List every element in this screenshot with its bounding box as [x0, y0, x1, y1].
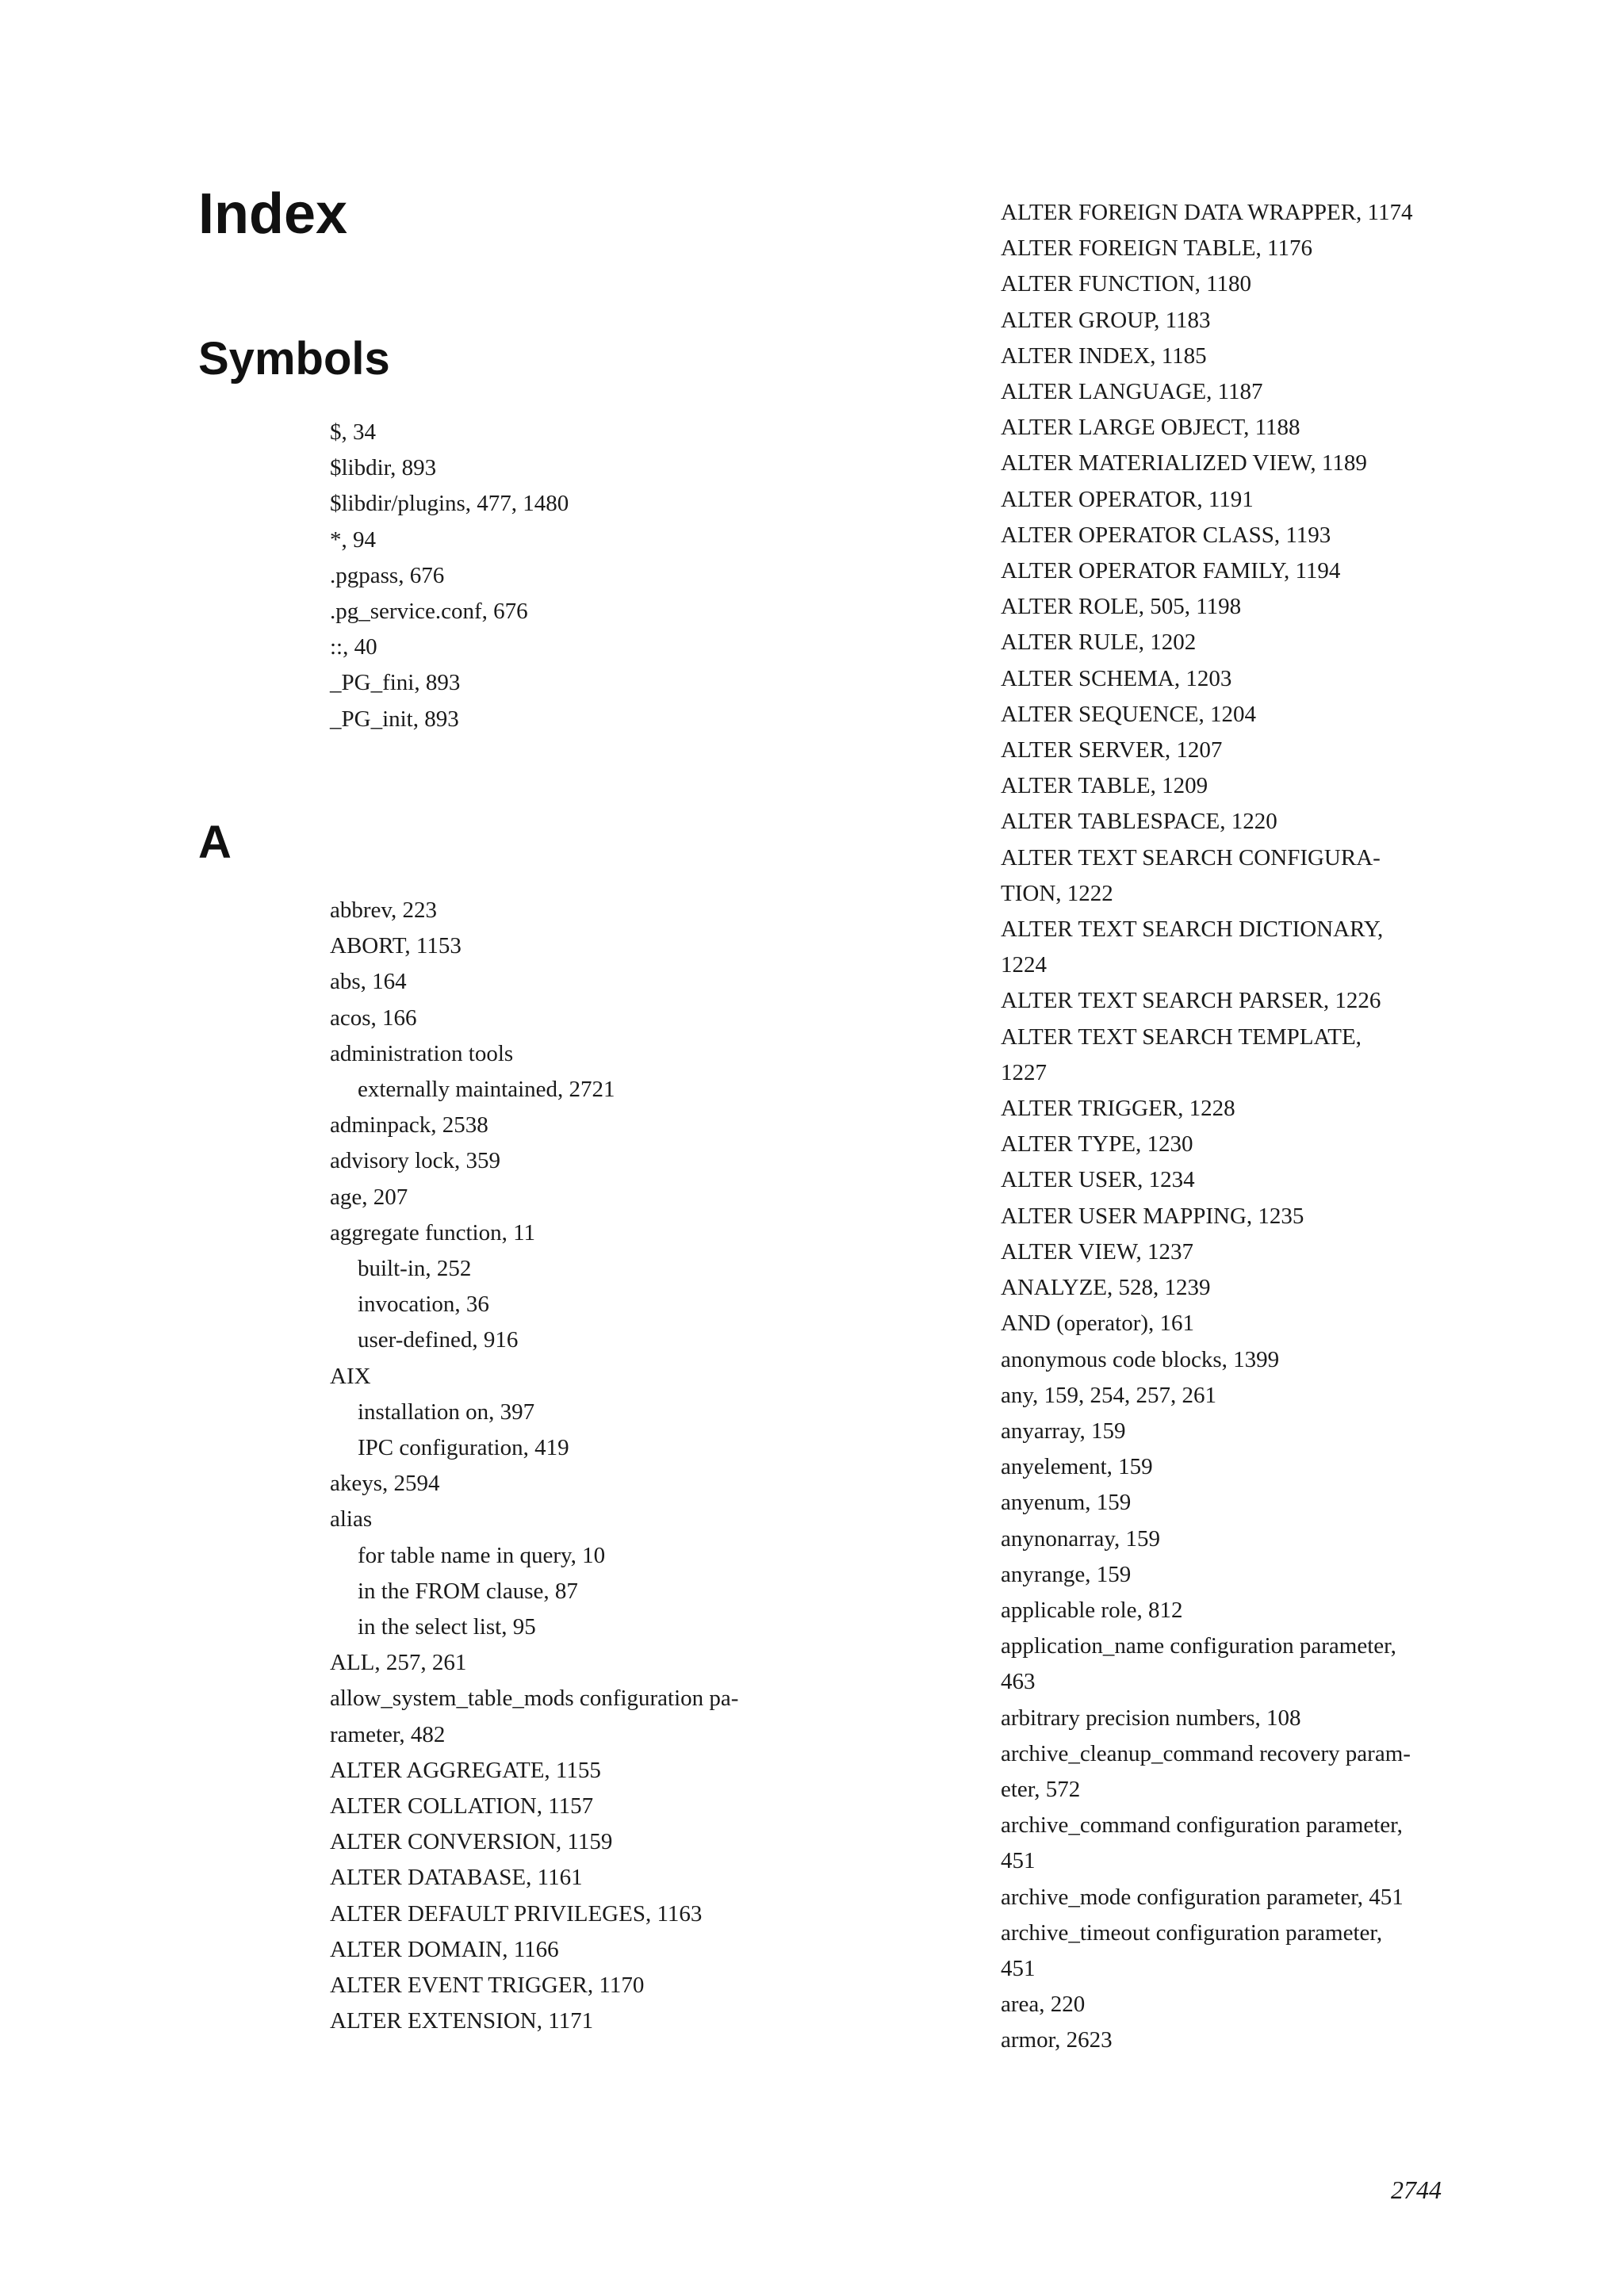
index-entry: ALTER COLLATION, 1157 [330, 1793, 594, 1820]
index-entry: acos, 166 [330, 1004, 417, 1031]
index-subentry: in the select list, 95 [358, 1614, 536, 1640]
index-entry: ALTER CONVERSION, 1159 [330, 1829, 613, 1855]
index-entry: arbitrary precision numbers, 108 [1001, 1705, 1301, 1731]
page-title: Index [198, 182, 348, 246]
index-entry: 1224 [1001, 952, 1047, 978]
index-entry: ALTER TEXT SEARCH DICTIONARY, [1001, 916, 1384, 943]
index-entry: ALTER TABLESPACE, 1220 [1001, 809, 1277, 835]
index-entry: eter, 572 [1001, 1776, 1081, 1802]
index-entry: ALTER FUNCTION, 1180 [1001, 271, 1252, 297]
index-subentry: built-in, 252 [358, 1256, 472, 1282]
index-entry: anyelement, 159 [1001, 1454, 1153, 1480]
right-column-entry-list [1001, 195, 1442, 2059]
index-entry: akeys, 2594 [330, 1471, 440, 1497]
index-subentry: user-defined, 916 [358, 1327, 519, 1353]
index-entry: $libdir/plugins, 477, 1480 [330, 491, 569, 517]
index-entry: ALTER OPERATOR, 1191 [1001, 486, 1254, 512]
index-entry: ALTER DOMAIN, 1166 [330, 1936, 559, 1962]
index-entry: age, 207 [330, 1184, 408, 1210]
symbols-entry-list [330, 415, 569, 737]
index-entry: ALTER GROUP, 1183 [1001, 307, 1211, 333]
index-entry: archive_cleanup_command recovery param- [1001, 1740, 1411, 1766]
page-number: 2744 [1391, 2175, 1442, 2204]
index-entry: ALTER MATERIALIZED VIEW, 1189 [1001, 450, 1367, 476]
index-entry: aggregate function, 11 [330, 1219, 536, 1246]
index-entry: area, 220 [1001, 1992, 1086, 2018]
index-entry: ALTER AGGREGATE, 1155 [330, 1757, 601, 1783]
index-entry: $libdir, 893 [330, 455, 437, 481]
index-entry: administration tools [330, 1040, 514, 1066]
index-entry: ABORT, 1153 [330, 933, 462, 959]
index-entry: application_name configuration parameter, [1001, 1633, 1396, 1659]
index-entry: rameter, 482 [330, 1721, 446, 1747]
index-entry: ALL, 257, 261 [330, 1650, 467, 1676]
index-entry: ALTER SERVER, 1207 [1001, 737, 1223, 763]
a-entry-list [330, 893, 738, 2040]
index-entry: ALTER SEQUENCE, 1204 [1001, 701, 1256, 727]
index-entry: _PG_fini, 893 [330, 670, 461, 696]
index-entry: anyrange, 159 [1001, 1561, 1132, 1587]
index-entry: ALTER OPERATOR CLASS, 1193 [1001, 522, 1331, 548]
index-entry: ALTER INDEX, 1185 [1001, 342, 1207, 369]
index-entry: ALTER TABLE, 1209 [1001, 773, 1208, 799]
index-entry: ALTER TRIGGER, 1228 [1001, 1096, 1235, 1122]
index-entry: archive_command configuration parameter, [1001, 1812, 1403, 1839]
index-entry: archive_mode configuration parameter, 451 [1001, 1884, 1404, 1910]
index-entry: anyarray, 159 [1001, 1418, 1126, 1444]
index-entry: ALTER DEFAULT PRIVILEGES, 1163 [330, 1900, 703, 1927]
index-entry: abbrev, 223 [330, 897, 438, 923]
index-entry: ALTER USER MAPPING, 1235 [1001, 1203, 1304, 1229]
index-entry: ALTER VIEW, 1237 [1001, 1238, 1194, 1265]
index-entry: *, 94 [330, 526, 376, 553]
index-entry: archive_timeout configuration parameter, [1001, 1919, 1383, 1946]
index-entry: abs, 164 [330, 969, 407, 995]
index-entry: anyenum, 159 [1001, 1490, 1132, 1516]
index-entry: TION, 1222 [1001, 880, 1113, 906]
index-entry: 463 [1001, 1669, 1036, 1695]
index-subentry: installation on, 397 [358, 1399, 535, 1425]
index-entry: adminpack, 2538 [330, 1112, 488, 1138]
index-subentry: invocation, 36 [358, 1292, 489, 1318]
index-entry: 1227 [1001, 1059, 1047, 1085]
index-entry: 451 [1001, 1848, 1036, 1874]
index-entry: any, 159, 254, 257, 261 [1001, 1382, 1216, 1408]
index-entry: 451 [1001, 1955, 1036, 1981]
index-entry: .pg_service.conf, 676 [330, 599, 528, 625]
index-entry: armor, 2623 [1001, 2027, 1113, 2053]
index-entry: ALTER LANGUAGE, 1187 [1001, 379, 1263, 405]
index-entry: ALTER FOREIGN DATA WRAPPER, 1174 [1001, 200, 1413, 225]
index-subentry: in the FROM clause, 87 [358, 1578, 578, 1604]
index-entry: applicable role, 812 [1001, 1597, 1183, 1623]
index-entry: ALTER LARGE OBJECT, 1188 [1001, 415, 1300, 441]
index-entry: $, 34 [330, 419, 376, 445]
index-entry: AND (operator), 161 [1001, 1311, 1195, 1337]
index-entry: ALTER SCHEMA, 1203 [1001, 665, 1232, 691]
section-heading-symbols: Symbols [198, 333, 390, 385]
index-entry: ALTER FOREIGN TABLE, 1176 [1001, 235, 1312, 262]
index-entry: ALTER DATABASE, 1161 [330, 1865, 583, 1891]
index-entry: ANALYZE, 528, 1239 [1001, 1275, 1211, 1301]
index-entry: ALTER EXTENSION, 1171 [330, 2008, 594, 2034]
index-subentry: IPC configuration, 419 [358, 1435, 569, 1461]
index-subentry: externally maintained, 2721 [358, 1077, 615, 1103]
index-entry: _PG_init, 893 [330, 706, 459, 732]
section-heading-a: A [198, 817, 232, 868]
index-entry: ALTER TEXT SEARCH TEMPLATE, [1001, 1024, 1362, 1050]
index-entry: ALTER RULE, 1202 [1001, 629, 1197, 656]
index-entry: ALTER ROLE, 505, 1198 [1001, 594, 1242, 620]
index-entry: ALTER TYPE, 1230 [1001, 1131, 1193, 1158]
index-entry: ALTER USER, 1234 [1001, 1167, 1195, 1193]
index-entry: ::, 40 [330, 634, 377, 660]
index-entry: anonymous code blocks, 1399 [1001, 1346, 1280, 1372]
index-entry: ALTER TEXT SEARCH PARSER, 1226 [1001, 988, 1381, 1014]
index-subentry: for table name in query, 10 [358, 1542, 606, 1568]
index-entry: ALTER OPERATOR FAMILY, 1194 [1001, 558, 1341, 584]
index-entry: .pgpass, 676 [330, 562, 445, 588]
index-entry: advisory lock, 359 [330, 1148, 501, 1174]
index-entry: ALTER EVENT TRIGGER, 1170 [330, 1973, 645, 1999]
index-entry: AIX [330, 1363, 371, 1389]
index-entry: allow_system_table_mods configuration pa- [330, 1686, 739, 1712]
index-entry: ALTER TEXT SEARCH CONFIGURA- [1001, 844, 1381, 871]
index-entry: anynonarray, 159 [1001, 1525, 1161, 1552]
index-entry: alias [330, 1506, 373, 1533]
